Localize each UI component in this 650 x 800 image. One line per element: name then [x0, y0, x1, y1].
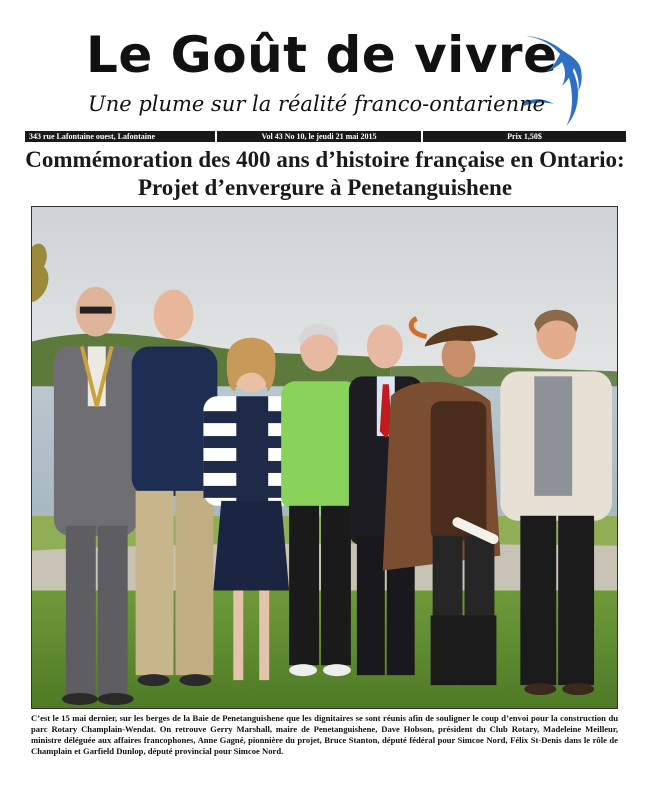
group-photo — [31, 206, 618, 709]
publisher-address: 343 rue Lafontaine ouest, Lafontaine — [25, 131, 215, 142]
headline-line-2: Projet d’envergure à Penetanguishene — [137, 175, 513, 200]
headline-line-1: Commémoration des 400 ans d’histoire française en Ontario: — [25, 147, 625, 172]
masthead-title: Le Goût de vivre — [86, 26, 558, 84]
issue-info: Vol 43 No 10, le jeudi 21 mai 2015 — [217, 131, 421, 142]
headline — [0, 146, 650, 202]
photo-caption: C’est le 15 mai dernier, sur les berges de la Baie de Penetanguishene que les dignitaires se sont réunis afin de souligner le coup d’envoi pour la construction du parc Rotary Champlain-Wendat. On retrouve Gerry Marshall, maire de Penetanguishene, Dave Hobson, président du Club Rotary, Madeleine Meilleur, ministre déléguée aux affaires francophones, Anne Gagné, pionnière du projet, Bruce Stanton, député fédéral pour Simcoe Nord, Félix St-Denis dans le rôle de Champlain et Garfield Dunlop, député provincial pour Simcoe Nord. — [31, 713, 618, 756]
price-label: Prix 1,50$ — [423, 131, 626, 142]
masthead-slogan: Une plume sur la réalité franco-ontarienne — [88, 92, 546, 116]
info-bar — [25, 131, 626, 142]
group-photo-illustration — [32, 207, 617, 708]
